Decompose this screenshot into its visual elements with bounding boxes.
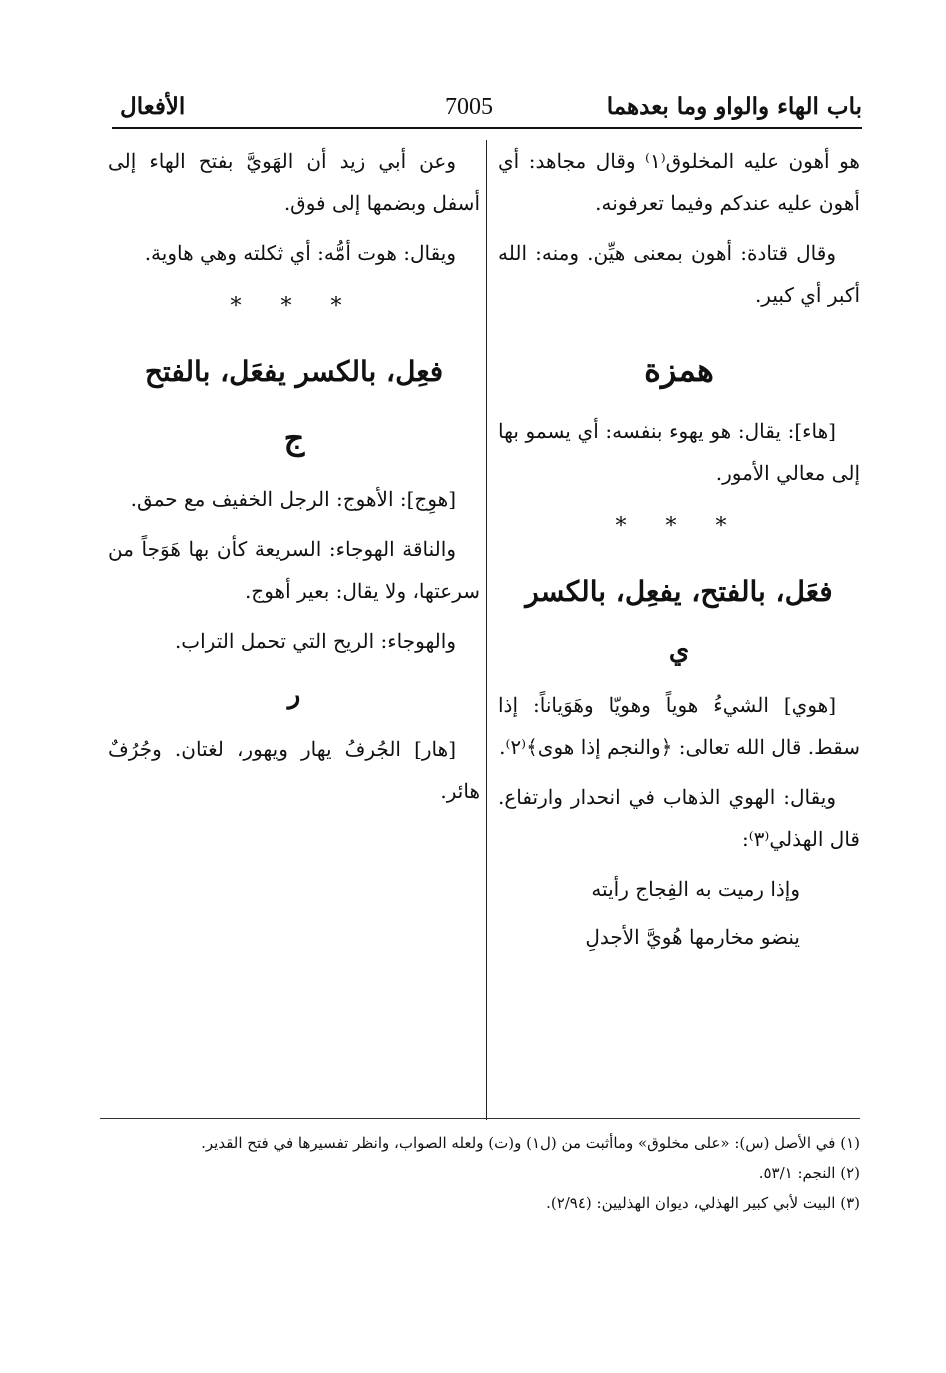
paragraph: [هوي] الشيءُ هوياً وهويّا وهَوَياناً: إذا سقط. قال الله تعالى: ﴿والنجم إذا هوى﴾⁽٢⁾.: [498, 693, 860, 759]
letter-heading: ي: [668, 636, 690, 666]
footnote: (٢) النجم: ٥٣/١.: [758, 1164, 860, 1182]
right-column: [498, 140, 860, 964]
footnote-rule: [100, 1118, 860, 1119]
paragraph: ويقال: هوت أمُّه: أي ثكلته وهي هاوية.: [144, 241, 456, 265]
verse-line: وإذا رميت به الفِجاج رأيته: [591, 877, 800, 901]
paragraph: وعن أبي زيد أن الهَويَّ بفتح الهاء إلى أسفل وبضمها إلى فوق.: [108, 149, 480, 215]
footnote: (٣) البيت لأبي كبير الهذلي، ديوان الهذليين: (٢/٩٤).: [546, 1194, 860, 1212]
column-divider: [486, 140, 487, 1120]
paragraph: والهوجاء: الريح التي تحمل التراب.: [174, 629, 456, 653]
footnote: (١) في الأصل (س): «على مخلوق» وماأثبت من (ل١) و(ت) ولعله الصواب، وانظر تفسيرها في فتح القدير.: [201, 1134, 860, 1152]
letter-heading: ج: [283, 419, 305, 457]
paragraph: والناقة الهوجاء: السريعة كأن بها هَوَجاً من سرعتها، ولا يقال: بعير أهوج.: [108, 537, 480, 603]
paragraph: وقال قتادة: أهون بمعنى هيِّن. ومنه: الله أكبر أي كبير.: [498, 241, 860, 307]
page-number: 7005: [445, 94, 493, 120]
section-separator: * * *: [230, 294, 358, 319]
section-title: الأفعال: [120, 93, 186, 120]
header-rule: [112, 127, 862, 129]
letter-heading-hamza: همزة: [644, 351, 714, 389]
paragraph: [هار] الجُرفُ يهار ويهور، لغتان. وجُرُفٌ هائر.: [108, 737, 480, 803]
verse-line: ينضو مخارمها هُويَّ الأجدلِ: [585, 925, 800, 949]
chapter-heading: فعِل، بالكسر يفعَل، بالفتح: [144, 355, 444, 388]
chapter-title: باب الهاء والواو وما بعدهما: [606, 93, 862, 120]
footnotes: [100, 1128, 860, 1218]
letter-heading: ر: [287, 680, 301, 710]
paragraph: [هوِج]: الأهوج: الرجل الخفيف مع حمق.: [130, 487, 456, 511]
paragraph: هو أهون عليه المخلوق⁽١⁾ وقال مجاهد: أي أهون عليه عندكم وفيما تعرفونه.: [498, 149, 860, 215]
chapter-heading: فعَل، بالفتح، يفعِل، بالكسر: [525, 575, 833, 608]
paragraph: [هاء]: يقال: هو يهوء بنفسه: أي يسمو بها إلى معالي الأمور.: [498, 419, 860, 485]
left-column: [108, 140, 480, 820]
section-separator: * * *: [615, 514, 743, 539]
paragraph: ويقال: الهوي الذهاب في انحدار وارتفاع. قال الهذلي⁽٣⁾:: [498, 785, 860, 851]
